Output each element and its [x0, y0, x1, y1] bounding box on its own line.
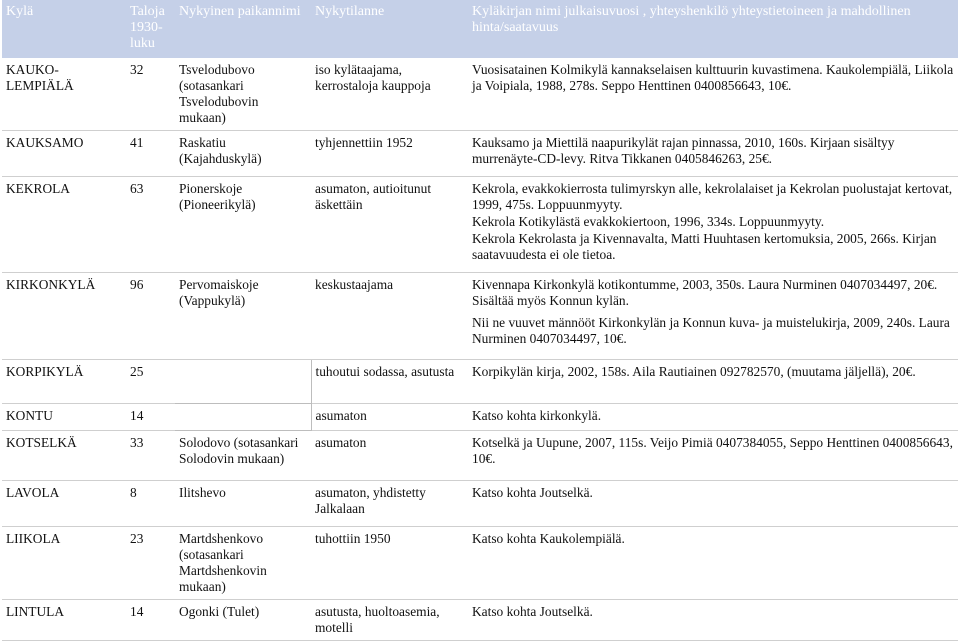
kirja-paragraph: Katso kohta Joutselkä.	[472, 604, 593, 619]
cell-paikannimi	[175, 404, 311, 431]
cell-taloja: 33	[126, 431, 175, 481]
cell-kirja	[468, 360, 958, 404]
cell-tilanne: keskustaajama	[311, 273, 468, 360]
cell-taloja: 14	[126, 600, 175, 641]
cell-kirja	[468, 481, 958, 527]
cell-tilanne: asumaton	[311, 404, 468, 431]
table-row	[2, 131, 958, 177]
kirja-paragraph: Katso kohta Kaukolempiälä.	[472, 531, 625, 546]
cell-taloja: 8	[126, 481, 175, 527]
cell-kirja	[468, 431, 958, 481]
kirja-paragraph: Katso kohta kirkonkylä.	[472, 408, 602, 423]
table-row	[2, 431, 958, 481]
cell-tilanne: asumaton	[311, 431, 468, 481]
cell-taloja: 25	[126, 360, 175, 404]
header-paikannimi: Nykyinen paikannimi	[175, 0, 311, 58]
cell-kyla: KOTSELKÄ	[2, 431, 126, 481]
cell-tilanne: tuhottiin 1950	[311, 527, 468, 600]
cell-paikannimi: Ogonki (Tulet)	[175, 600, 311, 641]
kirja-paragraph: Kekrola Kekrolasta ja Kivennavalta, Matti Huuhtasen kertomuksia, 2005, 266s. Kirjan saatavuudesta ei ole tietoa.	[472, 231, 937, 262]
cell-taloja: 23	[126, 527, 175, 600]
cell-taloja: 32	[126, 58, 175, 131]
cell-kyla: LINTULA	[2, 600, 126, 641]
kirja-paragraph: Kauksamo ja Miettilä naapurikylät rajan pinnassa, 2010, 160s. Kirjaan sisältyy murrenäyte-CD-levy. Ritva Tikkanen 0405846263, 25€.	[472, 135, 895, 166]
cell-tilanne: asumaton, autioitunut äskettäin	[311, 177, 468, 273]
cell-kirja	[468, 600, 958, 641]
cell-paikannimi: Martdshenkovo (sotasankari Martdshenkovin mukaan)	[175, 527, 311, 600]
cell-tilanne: asumaton, yhdistetty Jalkalaan	[311, 481, 468, 527]
cell-taloja: 41	[126, 131, 175, 177]
header-kirja: Kyläkirjan nimi julkaisuvuosi , yhteyshenkilö yhteystietoineen ja mahdollinen hinta/saatavuus	[468, 0, 958, 58]
table-row	[2, 273, 958, 360]
cell-kirja	[468, 177, 958, 273]
table-row	[2, 481, 958, 527]
kirja-paragraph: Vuosisatainen Kolmikylä kannakselaisen kulttuurin kuvastimena. Kaukolempiälä, Liikola ja Voipiala, 1988, 278s. Seppo Henttinen 0400856643, 10€.	[472, 62, 954, 93]
cell-paikannimi: Pervomaiskoje (Vappukylä)	[175, 273, 311, 360]
cell-kyla: LIIKOLA	[2, 527, 126, 600]
kirja-paragraph: Nii ne vuuvet männööt Kirkonkylän ja Konnun kuva- ja muistelukirja, 2009, 240s. Laura Nurminen 0407034497, 10€.	[472, 315, 950, 346]
kirja-paragraph: Kivennapa Kirkonkylä kotikontumme, 2003, 350s. Laura Nurminen 0407034497, 20€. Sisältää myös Konnun kylän.	[472, 277, 938, 308]
table-row	[2, 58, 958, 131]
table-row	[2, 360, 958, 404]
cell-kirja	[468, 58, 958, 131]
header-tilanne: Nykytilanne	[311, 0, 468, 58]
table-body	[2, 58, 958, 641]
cell-tilanne: asutusta, huoltoasemia, motelli	[311, 600, 468, 641]
kirja-paragraph: Kotselkä ja Uupune, 2007, 115s. Veijo Pimiä 0407384055, Seppo Henttinen 0400856643, 10€.	[472, 435, 953, 466]
cell-kyla: LAVOLA	[2, 481, 126, 527]
cell-taloja: 63	[126, 177, 175, 273]
kirja-paragraph: Kekrola, evakkokierrosta tulimyrskyn alle, kekrolalaiset ja Kekrolan puolustajat kertovat, 1999, 475s. Loppuunmyyty.	[472, 181, 953, 212]
cell-tilanne: tyhjennettiin 1952	[311, 131, 468, 177]
kirja-paragraph: Korpikylän kirja, 2002, 158s. Aila Rautiainen 092782570, (muutama jäljellä), 20€.	[472, 364, 916, 379]
kirja-paragraph: Kekrola Kotikylästä evakkokiertoon, 1996, 334s. Loppuunmyyty.	[472, 214, 825, 229]
cell-paikannimi: Tsvelodubovo (sotasankari Tsvelodubovin mukaan)	[175, 58, 311, 131]
table-row	[2, 600, 958, 641]
table-row	[2, 177, 958, 273]
kirja-paragraph: Katso kohta Joutselkä.	[472, 485, 593, 500]
cell-tilanne: iso kylätaajama, kerrostaloja kauppoja	[311, 58, 468, 131]
cell-paikannimi: Ilitshevo	[175, 481, 311, 527]
cell-kirja	[468, 527, 958, 600]
cell-paikannimi: Raskatiu (Kajahduskylä)	[175, 131, 311, 177]
cell-paikannimi: Pionerskoje (Pioneerikylä)	[175, 177, 311, 273]
cell-kirja	[468, 273, 958, 360]
cell-tilanne: tuhoutui sodassa, asutusta	[311, 360, 468, 404]
cell-taloja: 96	[126, 273, 175, 360]
cell-kyla: KORPIKYLÄ	[2, 360, 126, 404]
cell-kyla: KEKROLA	[2, 177, 126, 273]
cell-kirja	[468, 131, 958, 177]
cell-kyla: KONTU	[2, 404, 126, 431]
cell-kyla: KAUKO-LEMPIÄLÄ	[2, 58, 126, 131]
cell-kirja	[468, 404, 958, 431]
header-taloja: Taloja 1930-luku	[126, 0, 175, 58]
cell-taloja: 14	[126, 404, 175, 431]
table-row	[2, 527, 958, 600]
village-table	[2, 0, 958, 641]
header-row	[2, 0, 958, 58]
cell-kyla: KAUKSAMO	[2, 131, 126, 177]
cell-paikannimi	[175, 360, 311, 404]
cell-paikannimi: Solodovo (sotasankari Solodovin mukaan)	[175, 431, 311, 481]
cell-kyla: KIRKONKYLÄ	[2, 273, 126, 360]
header-kyla: Kylä	[2, 0, 126, 58]
table-row	[2, 404, 958, 431]
